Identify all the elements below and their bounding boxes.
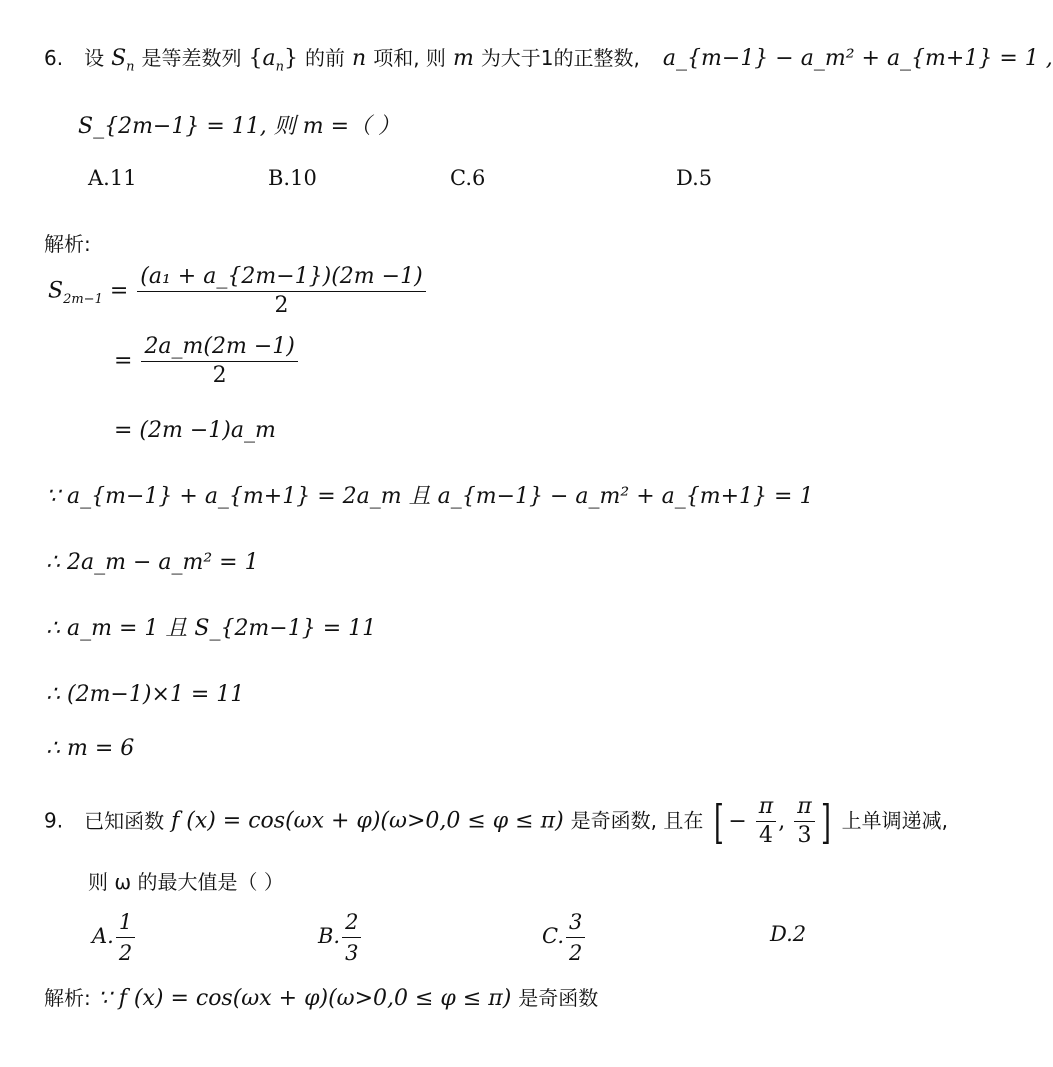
q6-solution-step6: ∴ a_m = 1 且 S_{2m−1} = 11: [46, 616, 377, 641]
q9-number: 9.: [44, 808, 64, 833]
q6-number: 6.: [44, 46, 64, 70]
q6-text-b: 是等差数列: [141, 46, 242, 70]
q6-option-b: B.10: [268, 166, 317, 190]
q6-text-a: 设: [84, 46, 105, 70]
q6-solution-heading: 解析:: [44, 232, 91, 256]
q9-solution-text: ∵ f (x) = cos(ωx + φ)(ω>0,0 ≤ φ ≤ π): [97, 986, 512, 1011]
q6-cond2: S_{2m−1} = 11, 则 m =（ ）: [78, 114, 401, 139]
q9-text-a: 已知函数: [84, 808, 165, 833]
q9-solution-tail: 是奇函数: [518, 986, 599, 1010]
q9-text-c: 上单调递减,: [841, 808, 949, 833]
q6-solution-step1: $S_{2m-1}$ = $\frac{\text{(a₁ + a\_\{2m−1\})(2m −1)}}{2}$: [48, 266, 428, 317]
q6-step2-fraction: $\frac{2a\_m(2m -1)}{2}$: [141, 336, 297, 387]
q6-sn: $S_n$: [111, 46, 135, 75]
q6-text-d: 项和, 则: [373, 46, 446, 70]
q6-step1-fraction: $\frac{\text{(a₁ + a\_\{2m−1\})(2m −1)}}{2}$: [137, 266, 425, 317]
q6-option-c: C.6: [450, 166, 486, 190]
q6-text-e: 为大于1的正整数,: [480, 46, 640, 70]
q6-solution-step3: = (2m −1)a_m: [114, 418, 276, 443]
q6-solution-step4: ∵ a_{m−1} + a_{m+1} = 2a_m 且 a_{m−1} − a_m² + a_{m+1} = 1: [46, 484, 814, 509]
q9-solution: [44, 988, 598, 1010]
q9-option-b: B. $\frac{2}{3}$: [318, 910, 363, 965]
q6-solution-step8: ∴ m = 6: [46, 736, 135, 761]
q9-option-c: C. $\frac{3}{2}$: [542, 910, 587, 965]
q9-solution-heading: 解析:: [44, 986, 91, 1010]
q6-option-a: A.11: [88, 166, 137, 190]
q6-seq: $\{a_n\}$: [248, 46, 299, 75]
q9-line2: 则 ω 的最大值是（ ）: [88, 870, 284, 894]
q6-solution-step2: = $\frac{2a\_m(2m -1)}{2}$: [114, 336, 300, 387]
q6-cond1: a_{m−1} − a_m² + a_{m+1} = 1 ,: [662, 46, 1053, 71]
q6-line1: 6. 设 $S_n$ 是等差数列 $\{a_n\}$ 的前 n 项和, 则 m 为大于1的正整数, a_{m−1} − a_m² + a_{m+1} = 1 ,: [44, 46, 1053, 75]
q6-solution-step7: ∴ (2m−1)×1 = 11: [46, 682, 245, 707]
q9-line1: [44, 796, 948, 847]
q9-interval: [ − $\frac{\pi}{4}$ , $\frac{\pi}{3}$ ]: [714, 794, 831, 849]
q9-option-d: D.2: [770, 922, 807, 946]
q9-text-b: 是奇函数, 且在: [570, 808, 704, 833]
q9-function: f (x) = cos(ωx + φ)(ω>0,0 ≤ φ ≤ π): [171, 808, 564, 834]
q6-solution-step5: ∴ 2a_m − a_m² = 1: [46, 550, 259, 575]
q6-text-c: 的前: [305, 46, 346, 70]
q6-option-d: D.5: [676, 166, 713, 190]
q9-option-a: A. $\frac{1}{2}$: [92, 910, 137, 965]
